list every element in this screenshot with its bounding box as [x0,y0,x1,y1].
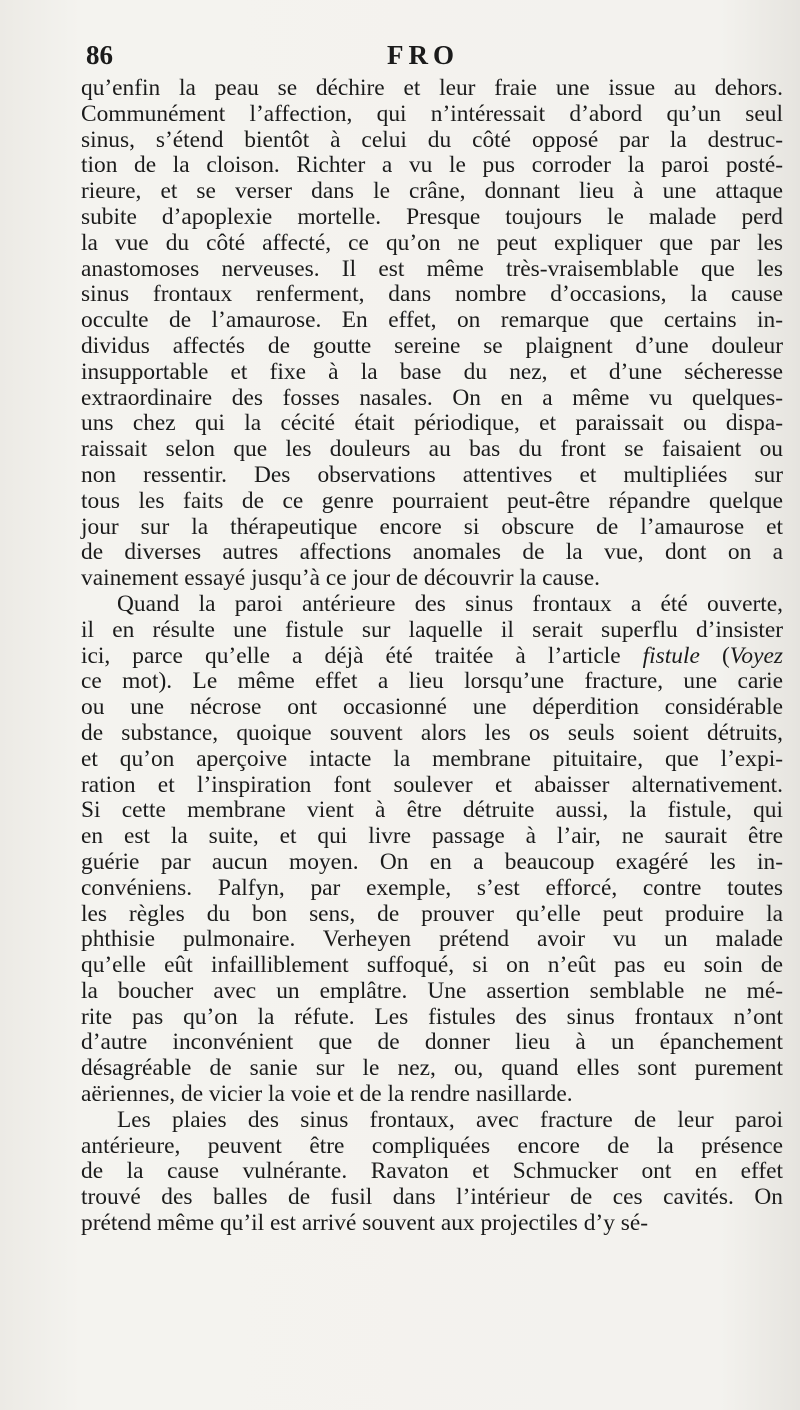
text-line: convéniens. Palfyn, par exemple, s’est efforcé, contre toutes [81,874,783,901]
paragraph [81,1108,783,1237]
text-line: subite d’apoplexie mortelle. Presque toujours le malade perd [81,203,783,230]
text-line: Communément l’affection, qui n’intéressait d’abord qu’un seul [81,100,783,127]
page-header [86,40,760,72]
text-line: qu’enfin la peau se déchire et leur fraie une issue au dehors. [81,75,783,101]
text-line: la boucher avec un emplâtre. Une assertion semblable ne mé- [81,977,783,1004]
text-line: sinus, s’étend bientôt à celui du côté opposé par la destruc- [81,126,783,153]
text-line: aëriennes, de vicier la voie et de la rendre nasillarde. [81,1081,573,1108]
text-line: raissait selon que les douleurs au bas du front se faisaient ou [81,436,783,463]
text-line: rieure, et se verser dans le crâne, donnant lieu à une attaque [81,178,783,205]
text-line: vainement essayé jusqu’à ce jour de découvrir la cause. [81,565,600,592]
page-number: 86 [86,40,113,70]
text-line: ou une nécrose ont occasionné une déperdition considérable [81,694,783,721]
running-head: FRO [387,40,459,70]
text-line: et qu’on aperçoive intacte la membrane pituitaire, que l’expi- [81,745,783,772]
text-line: Quand la paroi antérieure des sinus frontaux a été ouverte, [117,590,783,617]
text-line: extraordinaire des fosses nasales. On en a même vu quelques- [81,384,783,411]
text-line: non ressentir. Des observations attentives et multipliées sur [81,461,783,488]
text-line: de la cause vulnérante. Ravaton et Schmucker ont en effet [81,1158,783,1185]
text-line: phthisie pulmonaire. Verheyen prétend avoir vu un malade [81,926,783,953]
text-line: ce mot). Le même effet a lieu lorsqu’une fracture, une carie [81,668,783,695]
body-text [81,76,783,1237]
text-line: Les plaies des sinus frontaux, avec fracture de leur paroi [117,1106,783,1133]
text-line: tion de la cloison. Richter a vu le pus corroder la paroi posté- [81,152,783,179]
text-line: sinus frontaux renferment, dans nombre d’occasions, la cause [81,281,783,308]
text-line: tous les faits de ce genre pourraient peut-être répandre quelque [81,487,783,514]
text-line: trouvé des balles de fusil dans l’intérieur de ces cavités. On [81,1184,783,1211]
text-line: jour sur la thérapeutique encore si obscure de l’amaurose et [81,513,783,540]
text-line: antérieure, peuvent être compliquées encore de la présence [81,1132,783,1159]
text-line: dividus affectés de goutte sereine se plaignent d’une douleur [81,332,783,359]
text-line: insupportable et fixe à la base du nez, et d’une sécheresse [81,358,783,385]
text-line: anastomoses nerveuses. Il est même très-vraisemblable que les [81,255,783,282]
text-line: ici, parce qu’elle a déjà été traitée à l’article fistule (Voyez [81,642,783,669]
text-line: les règles du bon sens, de prouver qu’elle peut produire la [81,900,783,927]
text-line: d’autre inconvénient que de donner lieu à un épanchement [81,1029,783,1056]
text-line: uns chez qui la cécité était périodique, et paraissait ou dispa- [81,410,783,437]
text-line: désagréable de sanie sur le nez, ou, quand elles sont purement [81,1055,783,1082]
paragraph [81,592,783,1108]
text-line: rite pas qu’on la réfute. Les fistules des sinus frontaux n’ont [81,1003,783,1030]
text-line: de substance, quoique souvent alors les os seuls soient détruits, [81,719,783,746]
paragraph [81,76,783,592]
text-line: qu’elle eût infailliblement suffoqué, si on n’eût pas eu soin de [81,952,783,979]
text-line: la vue du côté affecté, ce qu’on ne peut expliquer que par les [81,229,783,256]
text-line: prétend même qu’il est arrivé souvent aux projectiles d’y sé- [81,1210,649,1237]
text-line: il en résulte une fistule sur laquelle il serait superflu d’insister [81,616,783,643]
text-line: en est la suite, et qui livre passage à l’air, ne saurait être [81,823,783,850]
text-line: guérie par aucun moyen. On en a beaucoup exagéré les in- [81,848,783,875]
text-line: Si cette membrane vient à être détruite aussi, la fistule, qui [81,797,783,824]
text-line: occulte de l’amaurose. En effet, on remarque que certains in- [81,307,783,334]
text-line: ration et l’inspiration font soulever et abaisser alternativement. [81,771,783,798]
text-line: de diverses autres affections anomales de la vue, dont on a [81,539,783,566]
